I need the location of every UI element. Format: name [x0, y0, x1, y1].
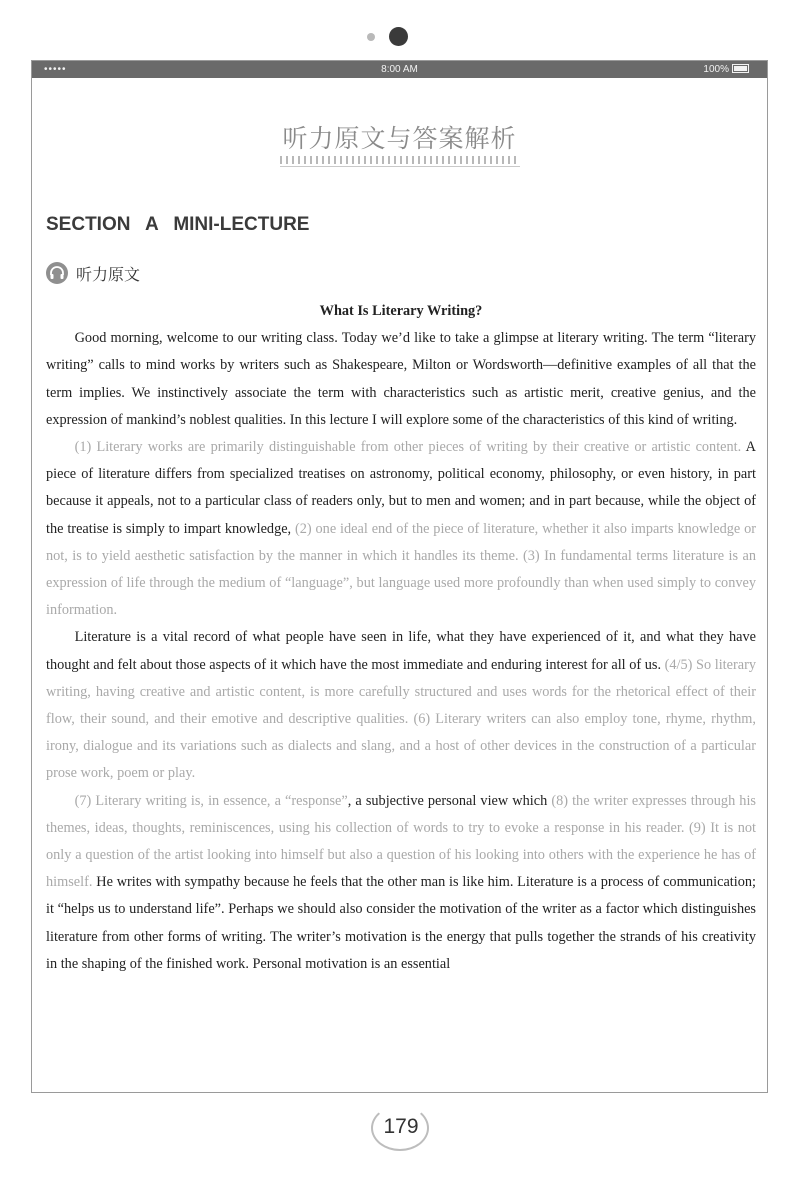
paragraph-text: He writes with sympathy because he feels that the other man is like him. Literature is a process of communication; it “helps us to understand life”. Perhaps we should also consider the motivation of the writer as a factor which distinguishes literature from other forms of writing. The writer’s motivation is the energy that pulls together the strands of his creativity in the shaping of the finished work. Personal motivation is an essential	[46, 874, 756, 972]
paragraph-4	[46, 788, 756, 978]
status-time: 8:00 AM	[381, 64, 418, 75]
sub-heading-label: 听力原文	[76, 264, 141, 284]
answer-hint: (8) the writer expresses through his themes, ideas, thoughts, reminiscences, using his collection of words to try to evoke a response in his reader. (9) It is not only a question of the artist looking into himself but also a question of his looking into others with the experience he has of himself.	[46, 792, 756, 891]
battery-percent: 100%	[703, 64, 729, 75]
sub-heading	[46, 260, 140, 286]
paragraph-text: A piece of literature differs from specialized treatises on astronomy, political economy, philosophy, or even history, in part because it appeals, not to a particular class of readers only, but to men and women; and in part because, while the object of the treatise is simply to impart knowledge,	[46, 439, 756, 537]
answer-hint: (2) one ideal end of the piece of literature, whether it also imparts knowledge or not, is to yield aesthetic satisfaction by the manner in which it handles its theme. (3) In fundamental terms literature is an expression of life through the medium of “language”, but language used more profoundly than when used simply to convey information.	[46, 520, 756, 619]
paragraph-3	[46, 624, 756, 787]
article-title: What Is Literary Writing?	[319, 303, 483, 319]
page-number-badge	[371, 1105, 431, 1153]
battery-icon	[732, 64, 749, 73]
answer-hint: (1) Literary works are primarily distinguishable from other pieces of writing by their creative or artistic content.	[74, 439, 742, 456]
section-heading: SECTION A MINI-LECTURE	[46, 214, 310, 235]
chapter-title: 听力原文与答案解析	[282, 124, 517, 153]
paragraph-text: , a subjective personal view which	[347, 792, 552, 809]
page-dot[interactable]	[367, 33, 375, 41]
paragraph-1: Good morning, welcome to our writing class. Today we’d like to take a glimpse at literary writing. The term “literary writing” calls to mind works by writers such as Shakespeare, Milton or Wordsworth—definitive examples of all that the term implies. We instinctively associate the term with characteristics such as artistic merit, creative genius, and the expression of mankind’s noblest qualities. In this lecture I will explore some of the characteristics of this kind of writing.	[46, 330, 756, 428]
page-dot-active[interactable]	[389, 27, 408, 46]
answer-hint: (4/5) So literary writing, having creative and artistic content, is more carefully structured and uses words for the rhetorical effect of their flow, their sound, and their emotive and descriptive qualities. (6) Literary writers can also employ tone, rhyme, rhythm, irony, dialogue and its variations such as dialects and slang, and a host of other devices in the construction of a particular prose work, poem or play.	[46, 656, 757, 782]
paragraph-text: Literature is a vital record of what people have seen in life, what they have experienced of it, and what they have thought and felt about those aspects of it which have the most immediate and enduring interest for all of us.	[46, 629, 756, 673]
page-indicator	[0, 26, 800, 50]
signal-icon: •••••	[44, 64, 67, 75]
tablet-screen	[31, 60, 768, 1093]
status-bar	[32, 61, 767, 78]
paragraph-2	[46, 434, 756, 624]
page-number: 179	[383, 1115, 419, 1138]
title-underline	[280, 166, 520, 167]
headphones-icon	[46, 262, 68, 284]
battery-status	[703, 61, 749, 78]
lecture-transcript	[46, 298, 756, 978]
answer-hint: (7) Literary writing is, in essence, a “response”	[74, 792, 348, 809]
title-decoration	[280, 156, 520, 164]
